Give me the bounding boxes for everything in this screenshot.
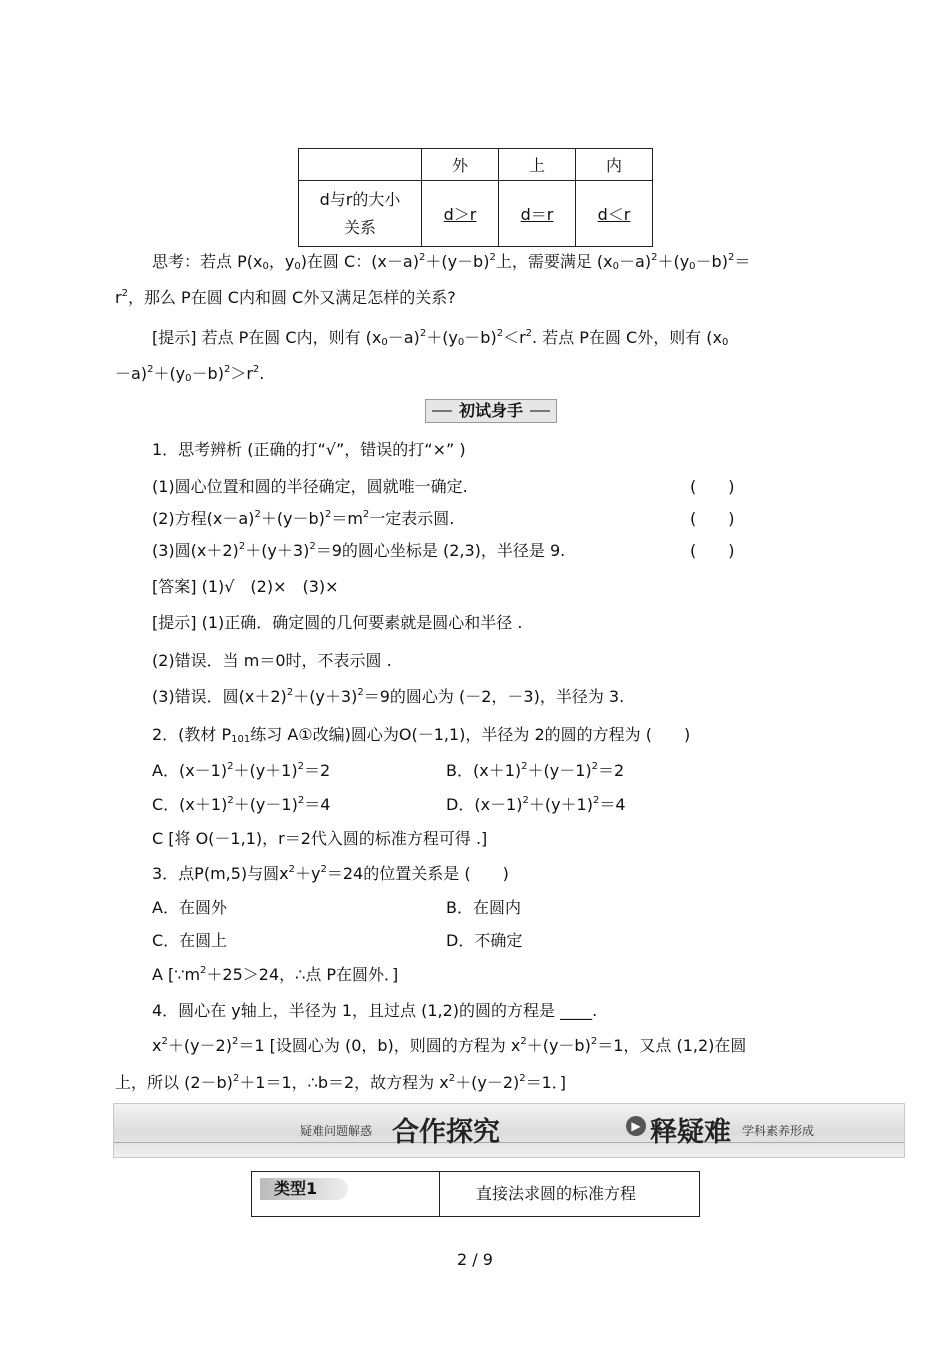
q3-option-d: D．不确定 [446,931,523,950]
think-line-1: 思考：若点 $P(x_0$，$y_0$)在圆 C：$(x-a)^2+(y-b)^2$上，需要满足 $(x_0-a)^2+(y_0-b)^2=$ [152,252,751,272]
table-header-on: 上 [499,149,576,181]
section-banner [113,1103,905,1158]
q2-answer: C [将 O(－1,1)，r＝2代入圆的标准方程可得 .] [152,829,488,848]
table-cell-outside [422,181,499,247]
q3-option-c: C．在圆上 [152,931,228,950]
banner-main-2: 释疑难 [650,1117,731,1148]
banner-arrow-icon: ▶ [626,1116,646,1136]
q3-answer: A [$\because m^2+25>24$，∴点 P在圆外．] [152,965,399,984]
q3-option-a: A．在圆外 [152,898,227,917]
table-header-inside: 内 [576,149,653,181]
table-header-outside: 外 [422,149,499,181]
q1-paren-2: ( ) [690,509,735,528]
q3-title: 3．点P(m,5)与圆$x^2+y^2=24$的位置关系是 ( ) [152,864,509,883]
banner-main-1: 合作探究 [392,1117,500,1148]
q2-title: 2．(教材 $P_{101}$练习 A①改编)圆心为O(－1,1)，半径为 2的圆的方程为 ( ) [152,725,691,745]
cell-outside-text: d＞r [443,205,477,224]
q2-option-d: D．$(x-1)^2+(y+1)^2=4$ [446,795,626,814]
row-label-line2: 关系 [343,217,376,237]
banner-right-text: 学科素养形成 [742,1124,815,1138]
q2-option-c: C．$(x+1)^2+(y-1)^2=4$ [152,795,331,814]
banner-rule [114,1142,904,1143]
hint-line-1: [提示] 若点 P在圆 C内，则有 $(x_0-a)^2+(y_0-b)^2<r^2$. 若点 P在圆 C外，则有 ($x_0$ [152,328,729,348]
q1-hint-3: (3)错误．圆$(x+2)^2+(y+3)^2=9$的圆心为 (－2，－3)，半径为 3. [152,687,625,706]
section-badge: 初试身手 [425,399,557,423]
table-row-label [299,181,422,247]
q4-answer-line-2: 上，所以 $(2-b)^2+1=1$，∴b＝2，故方程为 $x^2+(y-2)^2=1$．] [115,1073,567,1092]
q2-option-b: B．$(x+1)^2+(y-1)^2=2$ [446,761,625,780]
q1-statement-1: (1)圆心位置和圆的半径确定，圆就唯一确定. [152,477,468,496]
hint-line-2: $-a)^2+(y_0-b)^2>r^2$. [115,364,265,384]
type-divider [439,1172,440,1216]
q1-hint-2: (2)错误．当 m＝0时，不表示圆 . [152,651,392,670]
cell-on-text: d＝r [520,205,554,224]
table-corner-cell [299,149,422,181]
table-cell-on [499,181,576,247]
row-label-line1: d与r的大小 [319,189,401,209]
q1-statement-2: (2)方程$(x-a)^2+(y-b)^2=m^2$一定表示圆. [152,509,455,528]
q1-answer: [答案] (1)√ (2)× (3)× [152,577,339,596]
banner-left-text: 疑难问题解惑 [300,1124,373,1138]
q1-paren-3: ( ) [690,541,735,560]
think-line-2: $r^2$，那么 P在圆 C内和圆 C外又满足怎样的关系? [115,288,456,307]
position-relation-table [298,148,653,247]
q4-title: 4．圆心在 y轴上，半径为 1，且过点 (1,2)的圆的方程是 ____. [152,1001,598,1020]
page-number: 2 / 9 [457,1250,493,1269]
type-title: 直接法求圆的标准方程 [476,1184,637,1203]
q1-paren-1: ( ) [690,477,735,496]
type-box [251,1171,700,1217]
table-cell-inside [576,181,653,247]
q3-option-b: B．在圆内 [446,898,521,917]
cell-inside-text: d＜r [597,205,631,224]
q1-hint-1: [提示] (1)正确．确定圆的几何要素就是圆心和半径 . [152,613,523,632]
q4-answer-line-1: $x^2+(y-2)^2=1$ [设圆心为 (0，b)，则圆的方程为 $x^2+(y-b)^2=1$，又点 (1,2)在圆 [152,1036,747,1055]
q2-option-a: A．$(x-1)^2+(y+1)^2=2$ [152,761,331,780]
type-tag: 类型1 [260,1178,348,1200]
q1-statement-3: (3)圆$(x+2)^2+(y+3)^2=9$的圆心坐标是 (2,3)，半径是 9. [152,541,566,560]
q1-title: 1．思考辨析 (正确的打“√”，错误的打“×” ) [152,440,466,459]
